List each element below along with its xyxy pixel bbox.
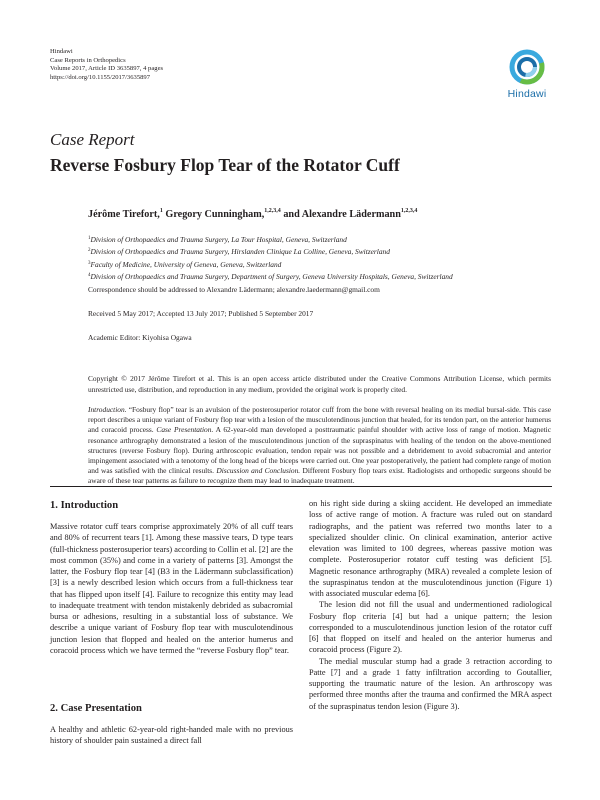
left-column-cont [50,724,293,747]
affiliation-sup: 1 [88,236,91,241]
section-heading: 2. Case Presentation [50,703,142,714]
volume-info: Volume 2017, Article ID 3635897, 4 pages [50,65,164,73]
article-title: Reverse Fosbury Flop Tear of the Rotator Cuff [50,155,400,175]
author-affil-sup: 1,2,3,4 [264,208,281,214]
paragraph: The lesion did not fill the usual and undermentioned radiological Fosbury flop criteria [4] but had a unique pattern; the lesion corresponded to a musculotendinous junction lesion of the rotator cuff [6] that flopped on itself and healed on the anterior humerus and coracoid process (Figure 2). [309,600,552,655]
affiliation-sup: 3 [88,260,91,266]
hindawi-logo-icon [500,46,554,88]
article-type: Case Report [50,130,135,149]
paragraph: A healthy and athletic 62-year-old right-handed male with no previous history of shoulder pain sustained a direct fall [50,725,293,746]
author-name: Gregory Cunningham, [165,209,265,220]
abstract-text: “Fosbury flop” tear is an avulsion of the posterosuperior rotator cuff from the bone with reversal healing on its medial bursal-side. This case report describes a unique variant of Fosbury flop tear with a lesion of the musculotendinous junction that healed, for its tendon part, on the anterior humerus and coracoid process. [88,405,551,435]
author-affil-sup: 1 [159,208,163,214]
correspondence: Correspondence should be addressed to Alexandre Lädermann; alexandre.laedermann@gmail.com [88,285,380,294]
affiliation-list [88,233,453,282]
copyright-notice: Copyright © 2017 Jérôme Tirefort et al. This is an open access article distributed under the Creative Commons Attribution License, which permits unrestricted use, distribution, and reproduction in any medium, provided the original work is properly cited. [88,374,551,394]
affiliation [88,270,453,282]
affiliation-sup: 2 [88,248,91,254]
abstract-label: Introduction. [88,405,127,414]
affiliation [88,233,453,245]
left-column [50,521,293,656]
publisher-name: Hindawi [50,48,73,55]
affiliation-text: Faculty of Medicine, University of Geneva, Geneva, Switzerland [90,259,282,269]
academic-editor: Academic Editor: Kiyohisa Ogawa [88,333,192,342]
section-heading: 1. Introduction [50,500,119,511]
paragraph: on his right side during a skiing accident. He developed an immediate loss of active range of motion. A fracture was ruled out on standard radiographs, and the patient was referred two months later to a specialized shoulder clinic. On clinical examination, anterior active elevation was limited to 100 degrees, whereas passive motion was complete. Posterosuperior rotator cuff testing was deficient [5]. Magnetic resonance arthrography (MRA) revealed a complete lesion of the supraspinatus tendon at the musculotendinous junction (Figure 1) with associated muscular edema [6]. [309,499,552,598]
abstract-text: Different Fosbury flop tears exist. Radiologists and orthopedic surgeons should be aware of these tear patterns as failure to recognize them may lead to inadequate treatment. [88,466,551,486]
affiliation-text: Division of Orthopaedics and Trauma Surgery, Hirslanden Clinique La Colline, Geneva, Switzerland [90,247,390,257]
abstract [88,405,551,487]
journal-name: Case Reports in Orthopedics [50,56,126,64]
author-list [88,208,417,220]
hindawi-logo [500,46,554,104]
affiliation-text: Division of Orthopaedics and Trauma Surgery, La Tour Hospital, Geneva, Switzerland [90,235,347,244]
divider [50,486,552,487]
doi-link[interactable]: https://doi.org/10.1155/2017/3635897 [50,73,151,81]
paragraph: The medial muscular stump had a grade 3 retraction according to Patte [7] and a grade 1 fatty infiltration according to Goutallier, supporting the traumatic nature of the lesion. An arthroscopy was performed three months after the trauma and confirmed the MRA aspect of the supraspinatus tendon lesion (Figure 3). [309,656,552,711]
paragraph: Massive rotator cuff tears comprise approximately 20% of all cuff tears and 80% of recurrent tears [1]. Among these massive tears, D type tears (full-thickness posterosuperior tears) according to Collin et al. [2] are the most common (35%) and come in a variety of patterns [3]. Amongst the latter, the Fosbury flop tear [4] (B3 in the Lädermann subclassification) [3] is a newly described lesion which occurs from a full-thickness tear that has flipped upon itself [4]. Failure to recognize this entity may lead to inadequate treatment with tendon mistakenly debrided as subacromial bursa or adhesions, resulting in a substantial loss of substance. We describe a unique variant of Fosbury flop tear with musculotendinous junction lesion that flopped and healed on the anterior humerus and coracoid process which we have termed the “reverse Fosbury flop” tear. [50,522,293,655]
journal-header [50,48,163,82]
article-dates: Received 5 May 2017; Accepted 13 July 2017; Published 5 September 2017 [88,309,314,318]
author-name: and Alexandre Lädermann [283,209,401,220]
right-column [309,498,552,712]
affiliation [88,245,453,257]
author-name: Jérôme Tirefort, [88,209,160,220]
abstract-text: A 62-year-old man developed a posttraumatic painful shoulder with active loss of range of motion. Magnetic resonance arthrography demonstrated a lesion of the musculotendinous junction of the supraspinatus with healing of the tendon on the above-mentioned structures (reverse Fosbury flop). During arthroscopic evaluation, tendon repair was not possible and a debridement to avoid subacromial and anterior impingement associated with a tenotomy of the long head of the biceps were carried out. One year postoperatively, the patient had complete range of motion and was satisfied with the clinical results. [88,425,551,476]
affiliation [88,258,453,270]
abstract-label: Case Presentation. [156,425,214,435]
author-affil-sup: 1,2,3,4 [400,208,418,214]
affiliation-text: Division of Orthopaedics and Trauma Surgery, Department of Surgery, Geneva University Hospitals, Geneva, Switzerland [90,271,453,281]
affiliation-sup: 4 [88,272,91,278]
abstract-label: Discussion and Conclusion. [216,466,301,476]
logo-text: Hindawi [507,88,547,100]
